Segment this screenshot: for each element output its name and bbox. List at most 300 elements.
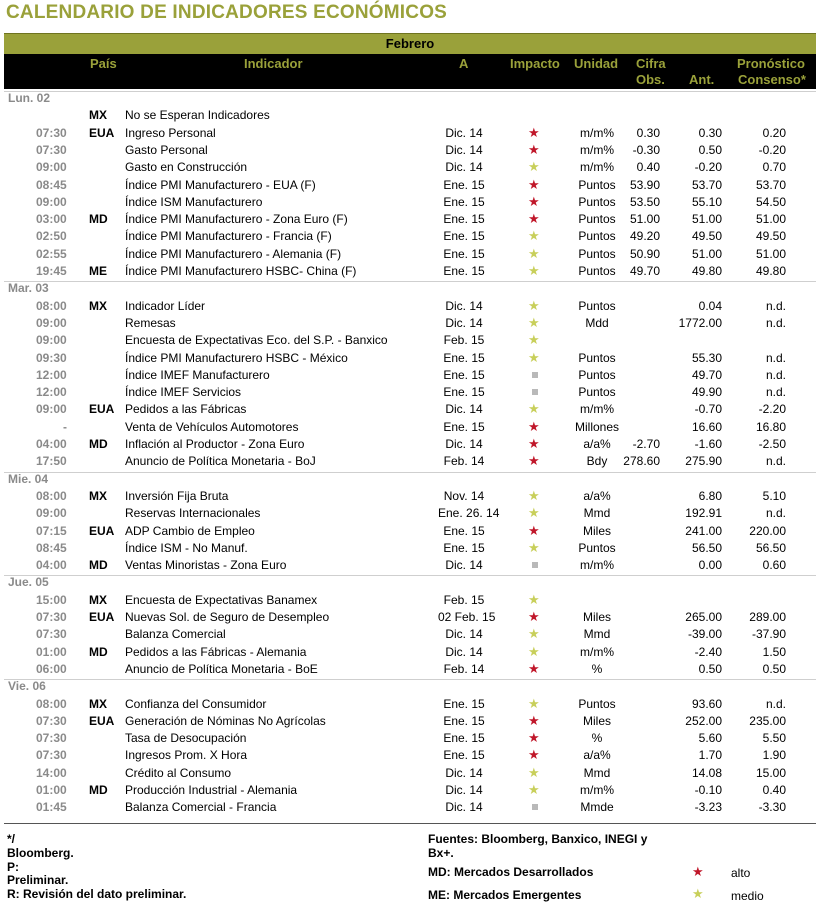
row-previous: -39.00 — [687, 627, 722, 642]
row-time: 07:30 — [36, 627, 67, 642]
row-previous: 0.04 — [698, 298, 722, 313]
row-period: Dic. 14 — [445, 558, 483, 573]
row-period: Ene. 15 — [443, 748, 485, 763]
row-consensus: n.d. — [765, 315, 786, 330]
row-country: MD — [89, 644, 108, 659]
row-previous: -1.60 — [694, 437, 722, 451]
row-consensus: 1.50 — [762, 644, 786, 659]
row-time: 04:00 — [36, 558, 67, 573]
row-time: 09:00 — [36, 315, 67, 330]
row-previous: 51.00 — [691, 212, 722, 227]
row-previous: -2.40 — [694, 644, 722, 659]
impact-medium-star-icon: ★ — [528, 401, 540, 417]
row-unit: Puntos — [578, 696, 616, 711]
row-time: - — [63, 419, 67, 434]
row-consensus: 5.10 — [762, 488, 786, 503]
impact-medium-star-icon: ★ — [528, 505, 540, 521]
row-indicator: Índice PMI Manufacturero - Francia (F) — [125, 229, 332, 244]
row-unit: Miles — [582, 610, 611, 624]
row-unit: Puntos — [578, 264, 616, 278]
row-unit: Puntos — [578, 385, 616, 400]
impact-high-star-icon: ★ — [528, 176, 540, 192]
impact-medium-star-icon: ★ — [528, 332, 540, 348]
row-period: Ene. 15 — [443, 264, 485, 278]
row-time: 08:00 — [36, 488, 67, 503]
impact-medium-star-icon: ★ — [528, 263, 540, 278]
row-indicator: Pedidos a las Fábricas - Alemania — [125, 644, 307, 659]
day-label: Lun. 02 — [8, 91, 51, 105]
row-previous: 1772.00 — [678, 315, 722, 330]
day-separator — [4, 472, 816, 473]
row-unit: Miles — [582, 713, 611, 728]
impact-medium-star-icon: ★ — [528, 539, 540, 555]
impact-medium-star-icon: ★ — [528, 245, 540, 261]
footer-note-4: Preliminar. — [7, 873, 69, 887]
row-indicator: Pedidos a las Fábricas — [125, 402, 247, 417]
impact-medium-star-icon: ★ — [528, 764, 540, 780]
row-previous: 49.80 — [691, 264, 722, 278]
row-previous: 55.30 — [691, 350, 722, 365]
row-unit: m/m% — [580, 402, 614, 417]
row-consensus: n.d. — [765, 506, 786, 521]
footer-note-5: R: Revisión del dato preliminar. — [7, 887, 187, 901]
row-time: 06:00 — [36, 661, 67, 676]
row-period: Dic. 14 — [445, 142, 483, 157]
header-a: A — [459, 56, 469, 71]
row-time: 04:00 — [36, 437, 67, 451]
footer-sources-2: Bx+. — [428, 846, 454, 860]
row-time: 01:45 — [36, 800, 67, 815]
row-period: Dic. 14 — [445, 298, 483, 313]
row-time: 07:30 — [36, 142, 67, 157]
row-time: 07:30 — [36, 713, 67, 728]
row-indicator: Índice PMI Manufacturero HSBC- China (F) — [125, 264, 357, 278]
table-bottom-border — [4, 823, 816, 824]
row-unit: m/m% — [580, 125, 614, 140]
row-country: MD — [89, 212, 108, 227]
row-country: EUA — [89, 610, 115, 624]
legend-medio-label: medio — [731, 889, 764, 903]
row-previous: 49.90 — [691, 385, 722, 400]
row-period: Ene. 26. 14 — [438, 506, 500, 521]
row-unit: a/a% — [583, 437, 611, 451]
row-indicator: Venta de Vehículos Automotores — [125, 419, 299, 434]
row-consensus: 51.00 — [755, 212, 786, 227]
row-country: ME — [89, 264, 107, 278]
row-indicator: Índice PMI Manufacturero HSBC - México — [125, 350, 348, 365]
header-consenso: Consenso* — [738, 72, 806, 87]
header-ant: Ant. — [689, 72, 715, 87]
row-previous: 49.70 — [691, 367, 722, 382]
row-previous: 192.91 — [685, 506, 722, 521]
legend-star-red-icon: ★ — [692, 864, 704, 879]
row-observed: 49.20 — [629, 229, 660, 244]
row-unit: Bdy — [586, 454, 608, 469]
row-country: MD — [89, 558, 108, 573]
row-unit: Mmd — [583, 506, 611, 521]
row-consensus: n.d. — [765, 454, 786, 469]
row-indicator: Índice PMI Manufacturero - Zona Euro (F) — [125, 212, 348, 227]
footer-note-2: Bloomberg. — [7, 846, 74, 860]
footer-md: MD: Mercados Desarrollados — [428, 865, 594, 879]
row-consensus: 5.50 — [762, 731, 786, 746]
row-indicator: Balanza Comercial - Francia — [125, 800, 277, 815]
impact-high-star-icon: ★ — [528, 609, 540, 624]
row-period: Dic. 14 — [445, 402, 483, 417]
row-country: MD — [89, 437, 108, 451]
row-period: Ene. 15 — [443, 212, 485, 227]
impact-medium-star-icon: ★ — [528, 159, 540, 175]
row-unit: Puntos — [578, 298, 616, 313]
row-consensus: n.d. — [765, 385, 786, 400]
row-period: Ene. 15 — [443, 713, 485, 728]
row-period: Dic. 14 — [445, 800, 483, 815]
row-observed: 49.70 — [629, 264, 660, 278]
row-previous: 0.50 — [698, 142, 722, 157]
row-indicator: Balanza Comercial — [125, 627, 226, 642]
row-period: Ene. 15 — [443, 540, 485, 555]
row-indicator: Gasto Personal — [125, 142, 208, 157]
row-period: Feb. 15 — [443, 592, 485, 607]
row-unit: Puntos — [578, 229, 616, 244]
row-indicator: Anuncio de Política Monetaria - BoJ — [125, 454, 316, 469]
row-indicator: Inflación al Productor - Zona Euro — [125, 437, 305, 451]
row-period: Dic. 14 — [445, 160, 483, 175]
row-indicator: Índice IMEF Manufacturero — [125, 367, 270, 382]
row-observed: 51.00 — [629, 212, 660, 227]
row-unit: Mmd — [583, 627, 611, 642]
row-period: Dic. 14 — [445, 644, 483, 659]
footer-note-1: */ — [7, 832, 16, 846]
day-separator — [4, 575, 816, 576]
row-consensus: -2.20 — [758, 402, 786, 417]
row-unit: Puntos — [578, 212, 616, 227]
row-period: 02 Feb. 15 — [438, 610, 496, 624]
row-unit: Mmde — [580, 800, 614, 815]
header-indicador: Indicador — [244, 56, 303, 71]
row-consensus: -2.50 — [758, 437, 786, 451]
header-unidad: Unidad — [574, 56, 619, 71]
row-indicator: Índice ISM - No Manuf. — [125, 540, 248, 555]
row-indicator: Indicador Líder — [125, 298, 206, 313]
row-consensus: 16.80 — [755, 419, 786, 434]
day-separator — [4, 679, 816, 680]
row-period: Ene. 15 — [443, 523, 485, 538]
row-indicator: Confianza del Consumidor — [125, 696, 267, 711]
impact-low-square-icon — [532, 372, 538, 378]
row-previous: 275.90 — [685, 454, 722, 469]
row-unit: m/m% — [580, 558, 614, 573]
row-country: EUA — [89, 125, 115, 140]
row-consensus: 15.00 — [755, 765, 786, 780]
row-previous: 14.08 — [691, 765, 722, 780]
impact-low-square-icon — [532, 804, 538, 810]
row-consensus: 49.50 — [755, 229, 786, 244]
impact-high-star-icon: ★ — [528, 211, 540, 227]
row-indicator: Nuevas Sol. de Seguro de Desempleo — [125, 610, 330, 624]
row-period: Nov. 14 — [443, 488, 485, 503]
row-observed: -2.70 — [632, 437, 660, 451]
row-previous: 49.50 — [691, 229, 722, 244]
row-previous: 53.70 — [691, 177, 722, 192]
row-indicator: Reservas Internacionales — [125, 506, 261, 521]
row-period: Ene. 15 — [443, 246, 485, 261]
row-period: Dic. 14 — [445, 783, 483, 797]
header-cifra: Cifra — [636, 56, 666, 71]
row-observed: 278.60 — [623, 454, 660, 469]
row-consensus: 0.40 — [762, 783, 786, 797]
row-period: Dic. 14 — [445, 437, 483, 451]
header-pronostico: Pronóstico — [737, 56, 805, 71]
row-period: Feb. 14 — [443, 454, 485, 469]
footer-me: ME: Mercados Emergentes — [428, 888, 582, 902]
row-consensus: 289.00 — [749, 610, 786, 624]
row-previous: 56.50 — [691, 540, 722, 555]
row-unit: Puntos — [578, 367, 616, 382]
impact-medium-star-icon: ★ — [528, 782, 540, 797]
row-unit: a/a% — [583, 488, 611, 503]
row-previous: 93.60 — [691, 696, 722, 711]
row-observed: -0.30 — [632, 142, 660, 157]
row-unit: a/a% — [583, 748, 611, 763]
day-label: Vie. 06 — [8, 679, 46, 694]
row-time: 19:45 — [36, 264, 67, 278]
row-previous: 1.70 — [698, 748, 722, 763]
row-consensus: n.d. — [765, 696, 786, 711]
row-consensus: 235.00 — [749, 713, 786, 728]
row-previous: 0.50 — [698, 661, 722, 676]
footer-note-3: P: — [7, 860, 19, 874]
impact-high-star-icon: ★ — [528, 747, 540, 763]
row-time: 07:30 — [36, 125, 67, 140]
impact-low-square-icon — [532, 562, 538, 568]
row-observed: 0.40 — [636, 160, 660, 175]
row-consensus: 54.50 — [755, 194, 786, 209]
row-consensus: n.d. — [765, 350, 786, 365]
row-country: EUA — [89, 713, 115, 728]
row-previous: 0.00 — [698, 558, 722, 573]
row-time: 12:00 — [36, 385, 67, 400]
row-period: Ene. 15 — [443, 385, 485, 400]
row-period: Ene. 15 — [443, 696, 485, 711]
row-previous: -0.10 — [694, 783, 722, 797]
row-consensus: 51.00 — [755, 246, 786, 261]
impact-medium-star-icon: ★ — [528, 695, 540, 711]
row-country: MD — [89, 783, 108, 797]
row-indicator: ADP Cambio de Empleo — [125, 523, 255, 538]
row-consensus: 1.90 — [762, 748, 786, 763]
row-unit: Millones — [574, 419, 619, 434]
row-previous: 16.60 — [691, 419, 722, 434]
row-time: 17:50 — [36, 454, 67, 469]
row-period: Feb. 15 — [443, 333, 485, 348]
row-consensus: 0.60 — [762, 558, 786, 573]
row-country: EUA — [89, 523, 115, 538]
impact-high-star-icon: ★ — [528, 660, 540, 676]
row-unit: Mmd — [583, 765, 611, 780]
row-consensus: -3.30 — [758, 800, 786, 815]
impact-medium-star-icon: ★ — [528, 349, 540, 365]
row-observed: 53.50 — [629, 194, 660, 209]
impact-medium-star-icon: ★ — [528, 626, 540, 642]
row-period: Dic. 14 — [445, 627, 483, 642]
row-period: Ene. 15 — [443, 419, 485, 434]
row-unit: m/m% — [580, 142, 614, 157]
row-time: 01:00 — [36, 783, 67, 797]
row-consensus: -0.20 — [758, 142, 786, 157]
row-indicator: Crédito al Consumo — [125, 765, 232, 780]
row-consensus: 0.50 — [762, 661, 786, 676]
day-label: Mie. 04 — [8, 471, 49, 486]
row-observed: 50.90 — [629, 246, 660, 261]
row-time: 09:00 — [36, 506, 67, 521]
row-period: Ene. 15 — [443, 731, 485, 746]
row-unit: Puntos — [578, 540, 616, 555]
row-country: MX — [89, 298, 107, 313]
row-indicator: Remesas — [125, 315, 176, 330]
row-period: Ene. 15 — [443, 194, 485, 209]
row-indicator: Encuesta de Expectativas Eco. del S.P. - Banxico — [125, 333, 388, 348]
row-time: 09:30 — [36, 350, 67, 365]
impact-high-star-icon: ★ — [528, 193, 540, 209]
day-label: Jue. 05 — [8, 575, 49, 590]
impact-high-star-icon: ★ — [528, 141, 540, 157]
row-previous: 55.10 — [691, 194, 722, 209]
legend-star-green-icon: ★ — [692, 886, 704, 901]
row-indicator: Generación de Nóminas No Agrícolas — [125, 713, 326, 728]
row-period: Ene. 15 — [443, 350, 485, 365]
row-time: 08:45 — [36, 177, 67, 192]
month-banner: Febrero — [4, 33, 816, 55]
row-unit: Mdd — [585, 315, 609, 330]
row-indicator: Encuesta de Expectativas Banamex — [125, 592, 318, 607]
footer-sources-1: Fuentes: Bloomberg, Banxico, INEGI y — [428, 832, 648, 846]
row-time: 07:15 — [36, 523, 67, 538]
row-consensus: 0.20 — [762, 125, 786, 140]
row-time: 01:00 — [36, 644, 67, 659]
row-unit: % — [591, 731, 603, 746]
impact-low-square-icon — [532, 389, 538, 395]
row-unit: Puntos — [578, 350, 616, 365]
header-pais: País — [90, 56, 117, 71]
row-indicator: Tasa de Desocupación — [125, 731, 247, 746]
row-consensus: n.d. — [765, 298, 786, 313]
row-consensus: 49.80 — [755, 264, 786, 278]
row-previous: 0.30 — [698, 125, 722, 140]
row-indicator: Anuncio de Política Monetaria - BoE — [125, 661, 318, 676]
row-time: 09:00 — [36, 160, 67, 175]
row-previous: 6.80 — [698, 488, 722, 503]
row-time: 09:00 — [36, 194, 67, 209]
row-period: Dic. 14 — [445, 125, 483, 140]
row-observed: 53.90 — [629, 177, 660, 192]
legend-alto-label: alto — [731, 866, 751, 880]
row-indicator: Índice ISM Manufacturero — [125, 194, 263, 209]
row-country: MX — [89, 108, 107, 123]
row-time: 09:00 — [36, 333, 67, 348]
row-indicator: Índice PMI Manufacturero - Alemania (F) — [125, 246, 342, 261]
header-impacto: Impacto — [510, 56, 560, 71]
row-time: 14:00 — [36, 765, 67, 780]
row-unit: Puntos — [578, 194, 616, 209]
row-indicator: Ingreso Personal — [125, 125, 216, 140]
row-time: 07:30 — [36, 731, 67, 746]
row-previous: -3.23 — [694, 800, 722, 815]
impact-high-star-icon: ★ — [528, 418, 540, 434]
row-indicator: Ingresos Prom. X Hora — [125, 748, 248, 763]
row-unit: m/m% — [580, 160, 614, 175]
row-time: 08:00 — [36, 696, 67, 711]
row-previous: 265.00 — [685, 610, 722, 624]
row-indicator: No se Esperan Indicadores — [125, 108, 270, 123]
row-time: 08:00 — [36, 298, 67, 313]
row-consensus: -37.90 — [751, 627, 786, 642]
page-title: CALENDARIO DE INDICADORES ECONÓMICOS — [6, 2, 448, 23]
row-unit: Miles — [582, 523, 611, 538]
day-separator — [4, 91, 816, 92]
row-unit: Puntos — [578, 177, 616, 192]
impact-high-star-icon: ★ — [528, 124, 540, 140]
row-country: MX — [89, 592, 107, 607]
row-period: Dic. 14 — [445, 765, 483, 780]
row-country: EUA — [89, 402, 115, 417]
row-time: 08:45 — [36, 540, 67, 555]
row-country: MX — [89, 488, 107, 503]
impact-medium-star-icon: ★ — [528, 228, 540, 244]
row-period: Ene. 15 — [443, 177, 485, 192]
impact-medium-star-icon: ★ — [528, 487, 540, 503]
row-period: Dic. 14 — [445, 315, 483, 330]
row-time: 09:00 — [36, 402, 67, 417]
table-header — [4, 54, 816, 89]
row-time: 07:30 — [36, 748, 67, 763]
row-indicator: Índice IMEF Servicios — [125, 385, 242, 400]
impact-medium-star-icon: ★ — [528, 314, 540, 330]
row-unit: % — [591, 661, 603, 676]
row-period: Ene. 15 — [443, 367, 485, 382]
day-label: Mar. 03 — [8, 281, 49, 296]
impact-high-star-icon: ★ — [528, 436, 540, 451]
row-consensus: 53.70 — [755, 177, 786, 192]
row-observed: 0.30 — [636, 125, 660, 140]
row-period: Feb. 14 — [443, 661, 485, 676]
row-consensus: 56.50 — [755, 540, 786, 555]
row-unit: m/m% — [580, 783, 614, 797]
impact-medium-star-icon: ★ — [528, 591, 540, 607]
row-consensus: 0.70 — [762, 160, 786, 175]
row-indicator: Producción Industrial - Alemania — [125, 783, 298, 797]
row-previous: -0.70 — [694, 402, 722, 417]
row-indicator: Gasto en Construcción — [125, 160, 248, 175]
impact-high-star-icon: ★ — [528, 712, 540, 728]
row-indicator: Ventas Minoristas - Zona Euro — [125, 558, 287, 573]
row-unit: Puntos — [578, 246, 616, 261]
row-country: MX — [89, 696, 107, 711]
row-time: 07:30 — [36, 610, 67, 624]
impact-high-star-icon: ★ — [528, 730, 540, 746]
row-previous: -0.20 — [694, 160, 722, 175]
impact-medium-star-icon: ★ — [528, 643, 540, 659]
row-previous: 241.00 — [685, 523, 722, 538]
row-time: 12:00 — [36, 367, 67, 382]
impact-medium-star-icon: ★ — [528, 297, 540, 313]
day-separator — [4, 281, 816, 282]
impact-high-star-icon: ★ — [528, 453, 540, 469]
row-previous: 51.00 — [691, 246, 722, 261]
row-consensus: 220.00 — [749, 523, 786, 538]
row-time: 15:00 — [36, 592, 67, 607]
row-previous: 252.00 — [685, 713, 722, 728]
